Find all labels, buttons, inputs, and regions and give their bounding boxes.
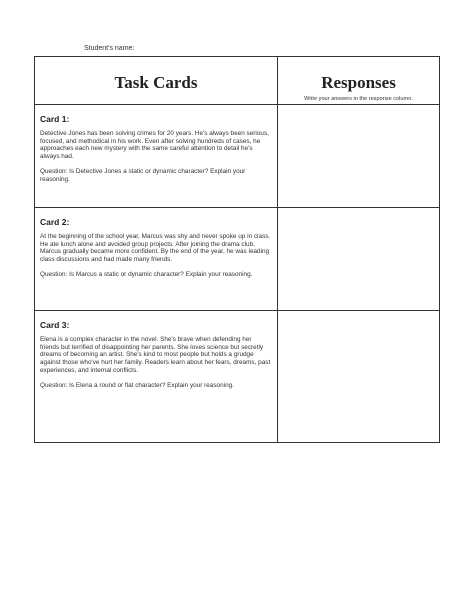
card-1-text: Detective Jones has been solving crimes for 20 years. He's always been serious, focused, and methodical in his work. Even after solving hundreds of cases, he approaches each new mystery with the same careful attention to detail he's always had. (40, 130, 269, 161)
task-cards-heading: Task Cards (114, 73, 198, 92)
card-row-3 (35, 311, 440, 443)
task-cards-header-cell (35, 57, 278, 105)
card-1-cell (35, 105, 278, 208)
card-1-response-cell[interactable] (278, 105, 440, 208)
card-row-2 (35, 208, 440, 311)
card-3-response-cell[interactable] (278, 311, 440, 443)
card-3-cell (35, 311, 278, 443)
table-header-row (35, 57, 440, 105)
card-2-cell (35, 208, 278, 311)
card-row-1 (35, 105, 440, 208)
task-card-table (34, 56, 440, 443)
responses-instructions: Write your answers in the response column. (304, 96, 413, 102)
student-name-label: Student's name: (84, 45, 135, 52)
card-3-title: Card 3: (40, 320, 70, 330)
card-3-question: Question: Is Elena a round or flat character? Explain your reasoning. (40, 381, 234, 389)
card-2-text: At the beginning of the school year, Marcus was shy and never spoke up in class. He ate lunch alone and avoided group projects. After joining the drama club, Marcus gradually became more confident. By the end of the year, he was leading class discussions and had made many friends. (40, 233, 271, 264)
card-2-response-cell[interactable] (278, 208, 440, 311)
card-2-title: Card 2: (40, 217, 70, 227)
card-2-question: Question: Is Marcus a static or dynamic character? Explain your reasoning. (40, 270, 253, 278)
card-1-title: Card 1: (40, 114, 70, 124)
responses-heading: Responses (321, 73, 396, 92)
card-3-text: Elena is a complex character in the novel. She's brave when defending her friends but terrified of disappointing her parents. She loves science but secretly dreams of becoming an artist. She's kind to most people but holds a grudge against those who've hurt her family. Readers learn about her fears, dreams, past experiences, and internal conflicts. (40, 336, 271, 374)
responses-header-cell (278, 57, 440, 105)
card-1-question: Question: Is Detective Jones a static or dynamic character? Explain your reasoning. (40, 167, 246, 183)
